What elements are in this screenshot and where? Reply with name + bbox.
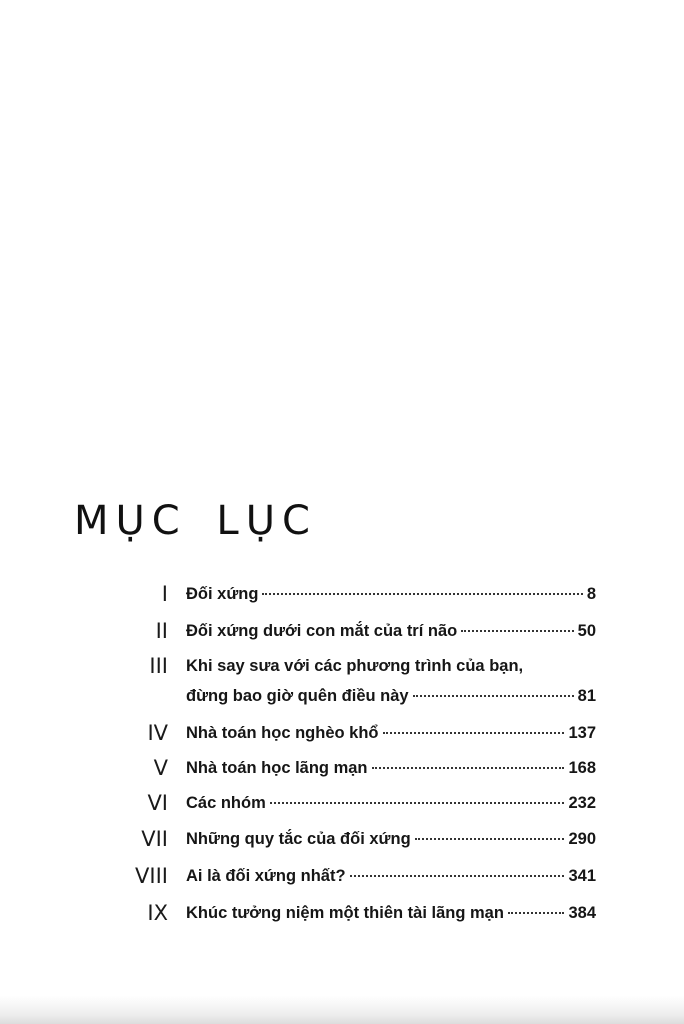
- chapter-title: Đối xứng: [186, 585, 259, 603]
- page-number: 137: [568, 724, 596, 742]
- page-number: 290: [568, 830, 596, 848]
- leader-dots: [372, 767, 565, 769]
- chapter-numeral: IX: [147, 901, 168, 925]
- page-number: 8: [586, 585, 596, 603]
- chapter-title: Ai là đối xứng nhất?: [186, 867, 346, 885]
- leader-dots: [508, 912, 565, 914]
- chapter-title: Đối xứng dưới con mắt của trí não: [186, 622, 458, 640]
- chapter-numeral: VIII: [135, 864, 168, 888]
- chapter-title: Những quy tắc của đối xứng: [186, 830, 411, 848]
- page-number: 384: [568, 904, 596, 922]
- leader-dots: [262, 593, 582, 595]
- chapter-numeral: VI: [147, 791, 168, 815]
- chapter-numeral: III: [149, 654, 168, 678]
- chapter-title: Nhà toán học nghèo khổ: [186, 724, 379, 742]
- chapter-title-line-2: đừng bao giờ quên điều này: [186, 687, 409, 705]
- page-number: 50: [577, 622, 596, 640]
- toc-heading: MỤC LỤC: [74, 498, 317, 544]
- leader-dots: [415, 838, 565, 840]
- page-number: 81: [577, 687, 596, 705]
- leader-dots: [413, 695, 574, 697]
- leader-dots: [350, 875, 565, 877]
- chapter-title: Các nhóm: [186, 794, 266, 812]
- chapter-numeral: IV: [147, 721, 168, 745]
- chapter-title: Khúc tưởng niệm một thiên tài lãng mạn: [186, 904, 504, 922]
- chapter-numeral: VII: [141, 827, 168, 851]
- chapter-title-line-1: Khi say sưa với các phương trình của bạn,: [186, 657, 524, 675]
- page-bottom-edge: [0, 996, 684, 1024]
- page-number: 341: [568, 867, 596, 885]
- chapter-numeral: II: [155, 619, 168, 643]
- chapter-title: Nhà toán học lãng mạn: [186, 759, 368, 777]
- page-number: 168: [568, 759, 596, 777]
- chapter-numeral: I: [161, 582, 168, 606]
- page-number: 232: [568, 794, 596, 812]
- leader-dots: [270, 802, 565, 804]
- leader-dots: [383, 732, 565, 734]
- chapter-numeral: V: [153, 756, 168, 780]
- leader-dots: [461, 630, 573, 632]
